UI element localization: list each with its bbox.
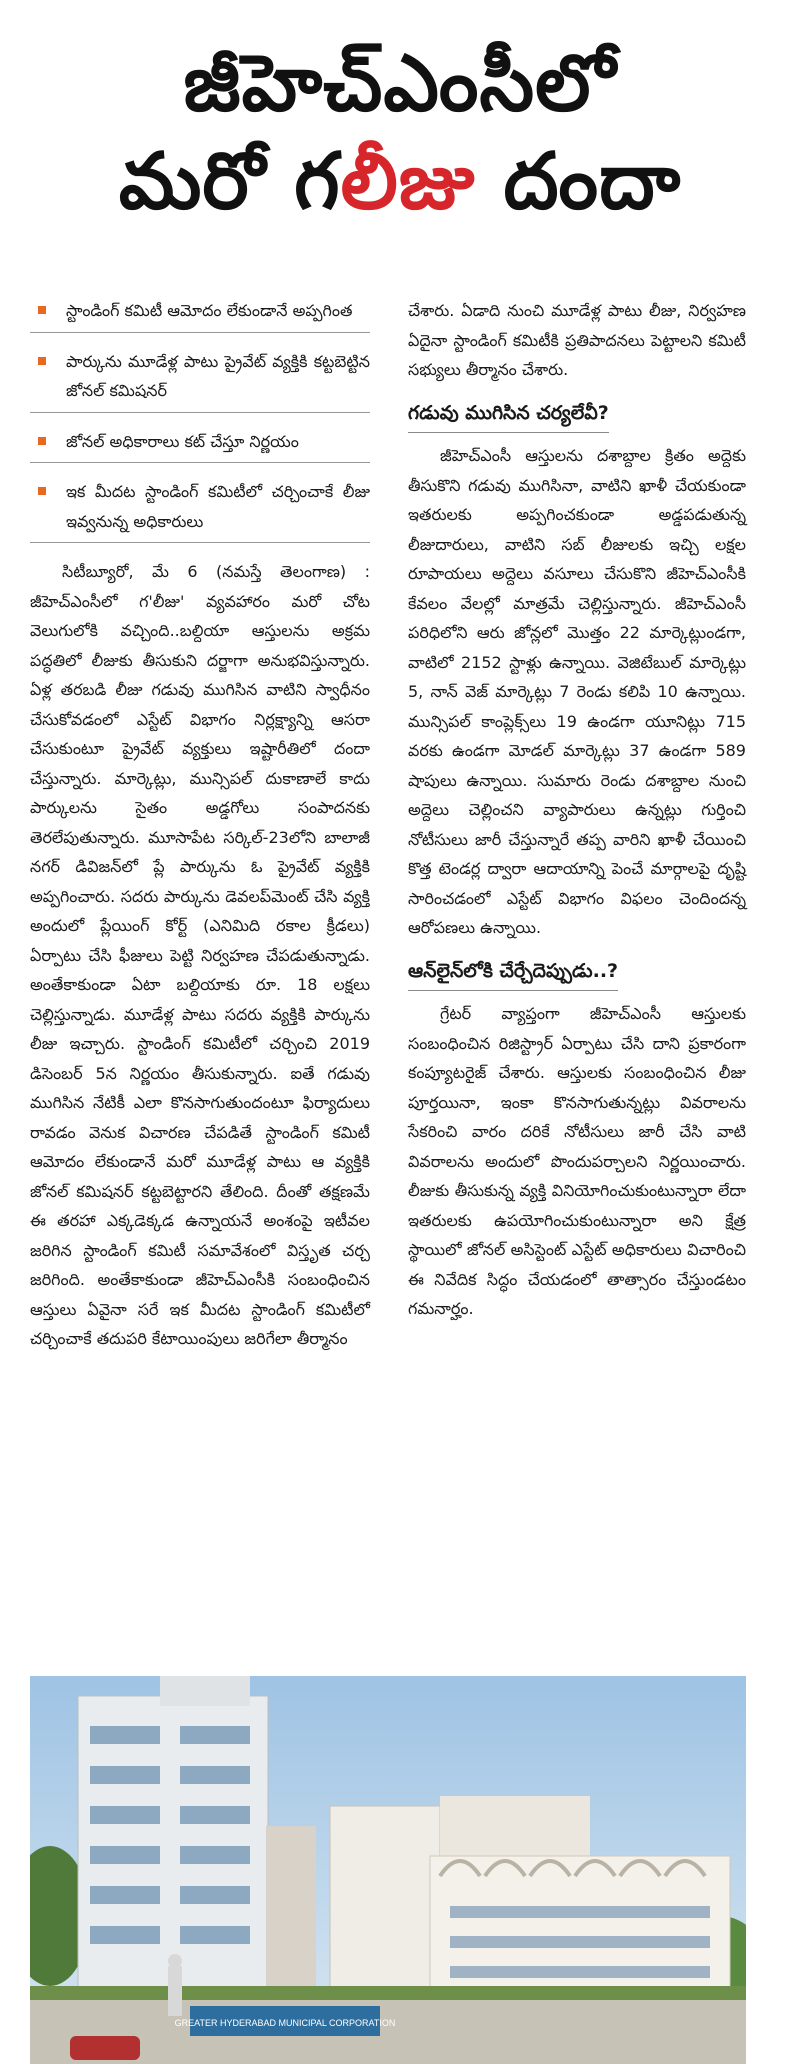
- bullet-square-icon: [38, 437, 46, 445]
- article-body-right-1: చేశారు. ఏడాది నుంచి మూడేళ్ల పాటు లీజు, నిర్వహణ ఏదైనా స్టాండింగ్ కమిటీకి ప్రతిపాదనలు పెట్టాలని కమిటీ సభ్యులు తీర్మానం చేశారు.: [408, 301, 746, 379]
- headline-prefix: మరో గ: [118, 136, 341, 227]
- building-illustration: [30, 1676, 746, 2064]
- highlight-item: ఇక మీదట స్టాండింగ్ కమిటీలో చర్చించాకే లీజు ఇవ్వనున్న అధికారులు: [30, 477, 370, 543]
- right-column: [408, 296, 746, 1328]
- headline-highlight: లీజు: [340, 136, 476, 227]
- subheading-1: గడువు ముగిసిన చర్యలేవీ?: [408, 399, 609, 434]
- headline-line-2: [0, 138, 800, 228]
- article-body-right-2: జీహెచ్ఎంసీ ఆస్తులను దశాబ్దాల క్రితం అద్దెకు తీసుకొని గడువు ముగిసినా, వాటిని ఖాళీ చేయకుండా ఇతరులకు అప్పగించకుండా అడ్డపడుతున్న లీజుదారులు, వాటిని సబ్ లీజులకు ఇచ్చి లక్షల రూపాయలు అద్దెలు వసూలు చేసుకొని జీహెచ్ఎంసీకి కేవలం వేలల్లో మాత్రమే చెల్లిస్తున్నారు. జీహెచ్ఎంసీ పరిధిలోని ఆరు జోన్లలో మొత్తం 22 మార్కెట్లుండగా, వాటిలో 2152 స్టాళ్లు ఉన్నాయి. వెజిటేబుల్ మార్కెట్లు 5, నాన్ వెజ్ మార్కెట్లు 7 రెండు కలిపి 10 ఉన్నాయి. మున్సిపల్ కాంప్లెక్స్‌లు 19 ఉండగా యూనిట్లు 715 వరకు ఉండగా మోడల్ మార్కెట్లు 37 ఉండగా 589 షాపులు ఉన్నాయి. సుమారు రెండు దశాబ్దాల నుంచి అద్దెలు చెల్లించని వ్యాపారులు ఉన్నట్లు గుర్తించి నోటీసులు జారీ చేస్తున్నారే తప్ప వారిని ఖాళీ చేయించి కొత్త టెండర్ల ద్వారా ఆదాయాన్ని పెంచే మార్గాలపై దృష్టి సారించడంలో ఎస్టేట్ విభాగం విఫలం చెందిందన్న ఆరోపణలు ఉన్నాయి.: [408, 446, 746, 937]
- headline-line-1: జీహెచ్ఎంసీలో: [183, 39, 617, 129]
- highlights-list: [30, 296, 370, 543]
- highlight-item: పార్కును మూడేళ్ల పాటు ప్రైవేట్ వ్యక్తికి కట్టబెట్టిన జోనల్ కమిషనర్: [30, 347, 370, 413]
- highlight-item: స్టాండింగ్ కమిటీ ఆమోదం లేకుండానే అప్పగింత: [30, 296, 370, 333]
- article-body-right-3: గ్రేటర్ వ్యాప్తంగా జీహెచ్ఎంసీ ఆస్తులకు సంబంధించిన రిజిస్ట్రార్ ఏర్పాటు చేసి దాని ప్రకారంగా కంప్యూటరైజ్ చేశారు. ఆస్తులకు సంబంధించిన లీజు పూర్తయినా, ఇంకా కొనసాగుతున్నట్లు వివరాలను సేకరించి వారం దరికే నోటీసులు జారీ చేసి వాటి వివరాలను అందులో పొందుపర్చాలని నిర్ణయించారు. లీజుకు తీసుకున్న వ్యక్తి వినియోగించుకుంటున్నారా లేదా ఇతరులకు ఉపయోగించుకుంటున్నారా అని క్షేత్ర స్థాయిలో జోనల్ అసిస్టెంట్ ఎస్టేట్ అధికారులు విచారించి ఈ నివేదిక సిద్ధం చేయడంలో తాత్సారం చేస్తుండటం గమనార్హం.: [408, 1004, 746, 1318]
- bullet-square-icon: [38, 357, 46, 365]
- article-body-left: సిటీబ్యూరో, మే 6 (నమస్తే తెలంగాణ) : జీహెచ్ఎంసీలో గ'లీజు' వ్యవహారం మరో చోట వెలుగులోకి వచ్చింది..బల్దియా ఆస్తులను అక్రమ పద్ధతిలో లీజుకు తీసుకుని దర్జాగా అనుభవిస్తున్నారు. ఏళ్ల తరబడి లీజు గడువు ముగిసిన వాటిని స్వాధీనం చేసుకోవడంలో ఎస్టేట్ విభాగం నిర్లక్ష్యాన్ని ఆసరా చేసుకుంటూ ప్రైవేట్ వ్యక్తులు ఇష్టారీతిలో దందా చేస్తున్నారు. మార్కెట్లు, మున్సిపల్ దుకాణాలే కాదు పార్కులను సైతం అడ్డగోలు సంపాదనకు తెరలేపుతున్నారు. మూసాపేట సర్కిల్-23లోని బాలాజీ నగర్ డివిజన్‌లో ప్లే పార్కును ఓ ప్రైవేట్ వ్యక్తికి అప్పగించారు. సదరు పార్కును డెవలప్‌మెంట్ చేసి వ్యక్తి అందులో ప్లేయింగ్ కోర్ట్ (ఎనిమిది రకాల క్రీడలు) ఏర్పాటు చేసి ఫీజులు పెట్టి నిర్వహణ చేపడుతున్నాడు. అంతేకాకుండా ఏటా బల్దియాకు రూ. 18 లక్షలు చెల్లిస్తున్నాడు. మూడేళ్ల పాటు సదరు వ్యక్తికి పార్కును లీజు ఇచ్చారు. స్టాండింగ్ కమిటీలో చర్చించి 2019 డిసెంబర్ 5న నిర్ణయం తీసుకున్నారు. ఐతే గడువు ముగిసిన నేటికీ ఎలా కొనసాగుతుందంటూ ఫిర్యాదులు రావడం వెనుక విచారణ చేపడితే స్టాండింగ్ కమిటీ ఆమోదం లేకుండానే మరో మూడేళ్ల పాటు ఆ వ్యక్తికి జోనల్ కమిషనర్ కట్టబెట్టారని తేలింది. దీంతో తక్షణమే ఈ తరహా ఎక్కడెక్కడ ఉన్నాయనే అంశంపై ఇటీవల జరిగిన స్టాండింగ్ కమిటీ సమావేశంలో విస్తృత చర్చ జరిగింది. అంతేకాకుండా జీహెచ్ఎంసీకి సంబంధించిన ఆస్తులు ఏవైనా సరే ఇక మీదట స్టాండింగ్ కమిటీలో చర్చించాకే తదుపరి కేటాయింపులు జరిగేలా తీర్మానం: [30, 562, 370, 1348]
- bullet-square-icon: [38, 306, 46, 314]
- highlight-item: జోనల్ అధికారాలు కట్ చేస్తూ నిర్ణయం: [30, 427, 370, 464]
- signboard-text: GREATER HYDERABAD MUNICIPAL CORPORATION: [174, 2018, 396, 2028]
- ghmc-building-photo: [30, 1676, 746, 2064]
- headline: [0, 40, 800, 227]
- subheading-2: ఆన్‌లైన్‌లోకి చేర్చేదెప్పుడు..?: [408, 957, 618, 992]
- bullet-square-icon: [38, 487, 46, 495]
- left-column: [30, 296, 370, 1358]
- headline-suffix: దందా: [475, 136, 682, 227]
